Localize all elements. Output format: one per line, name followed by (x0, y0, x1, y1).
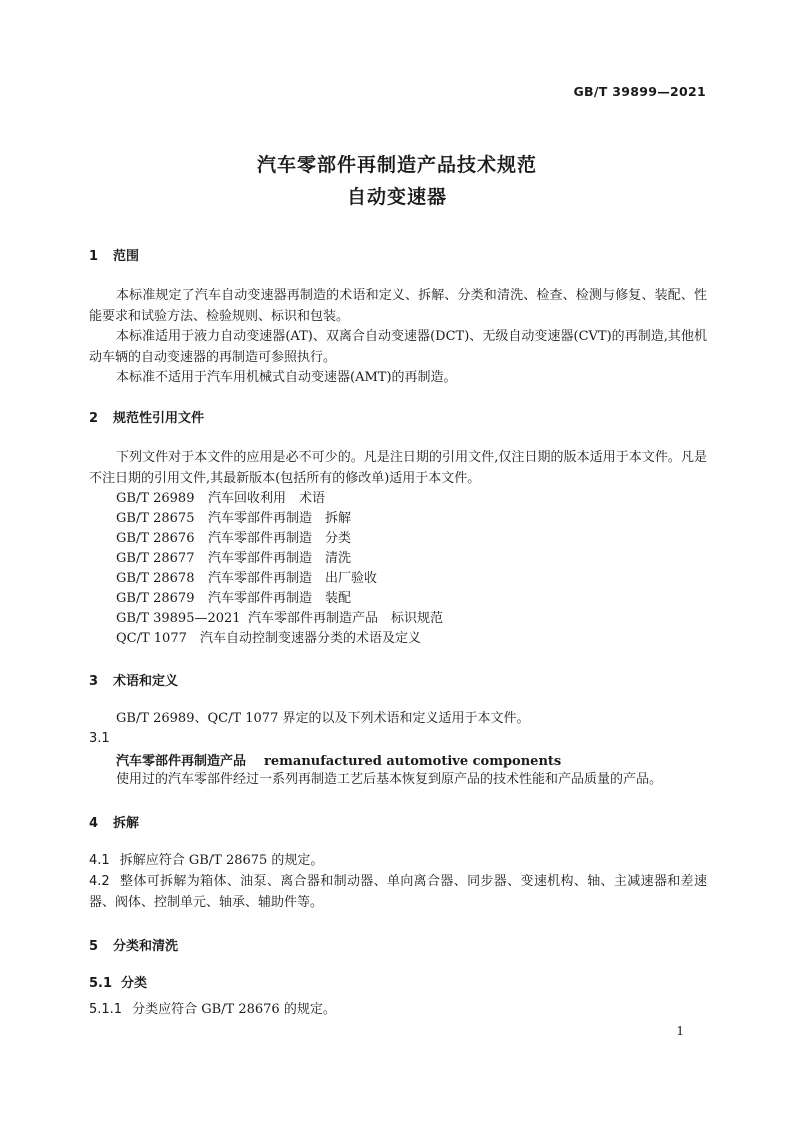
term-entry (116, 750, 561, 769)
reference-item (116, 589, 351, 610)
paragraph: 本标准规定了汽车自动变速器再制造的术语和定义、拆解、分类和清洗、检查、检测与修复、装配、性能要求和试验方法、检验规则、标识和包装。 (89, 288, 707, 324)
reference-title: 汽车零部件再制造 拆解 (208, 511, 352, 526)
reference-code: GB/T 28675 (116, 511, 195, 526)
reference-title: 汽车零部件再制造 分类 (208, 531, 352, 546)
reference-code: GB/T 26989 (116, 491, 195, 506)
reference-code: GB/T 28677 (116, 551, 195, 566)
section-title: 拆解 (113, 816, 140, 831)
reference-code: QC/T 1077 (116, 631, 187, 646)
term-english: remanufactured automotive components (264, 754, 562, 769)
clause-number: 4.2 (89, 874, 110, 889)
reference-item (116, 509, 351, 530)
standard-code: GB/T 39899—2021 (573, 84, 706, 99)
section-heading-disassembly (89, 812, 139, 831)
clause-number: 4.1 (89, 853, 110, 868)
reference-item (116, 569, 377, 590)
reference-item (116, 609, 443, 630)
reference-item (116, 549, 351, 570)
paragraph: GB/T 26989、QC/T 1077 界定的以及下列术语和定义适用于本文件。 (116, 711, 530, 726)
page-number: 1 (676, 1024, 684, 1038)
section-number: 2 (89, 411, 99, 426)
reference-title: 汽车零部件再制造产品 标识规范 (248, 611, 444, 626)
subsection-heading-classification (89, 972, 147, 991)
term-number: 3.1 (89, 731, 110, 746)
reference-code: GB/T 28676 (116, 531, 195, 546)
term-definition: 使用过的汽车零部件经过一系列再制造工艺后基本恢复到原产品的技术性能和产品质量的产品。 (116, 772, 663, 787)
subsection-title: 分类 (121, 976, 148, 991)
section-title: 规范性引用文件 (113, 411, 205, 426)
paragraph: 下列文件对于本文件的应用是必不可少的。凡是注日期的引用文件,仅注日期的版本适用于本文件。凡是不注日期的引用文件,其最新版本(包括所有的修改单)适用于本文件。 (89, 450, 707, 486)
reference-code: GB/T 28678 (116, 571, 195, 586)
reference-title: 汽车零部件再制造 出厂验收 (208, 571, 378, 586)
reference-title: 汽车自动控制变速器分类的术语及定义 (200, 631, 422, 646)
section-heading-classification-and-cleaning (89, 935, 178, 954)
section-number: 5 (89, 939, 99, 954)
document-subtitle: 自动变速器 (346, 186, 447, 208)
paragraph: 本标准不适用于汽车用机械式自动变速器(AMT)的再制造。 (116, 370, 457, 385)
reference-title: 汽车回收利用 术语 (208, 491, 326, 506)
section-heading-terms-and-definitions (89, 670, 178, 689)
reference-code: GB/T 28679 (116, 591, 195, 606)
subsection-number: 5.1 (89, 976, 113, 991)
section-title: 分类和清洗 (113, 939, 179, 954)
clause (89, 1000, 707, 1021)
reference-item (116, 629, 421, 650)
clause-number: 5.1.1 (89, 1002, 123, 1017)
reference-item (116, 489, 325, 510)
section-number: 3 (89, 674, 99, 689)
section-number: 1 (89, 249, 99, 264)
reference-code: GB/T 39895—2021 (116, 611, 241, 626)
section-title: 范围 (113, 249, 140, 264)
clause-text: 分类应符合 GB/T 28676 的规定。 (132, 1002, 336, 1017)
clause-text: 整体可拆解为箱体、油泵、离合器和制动器、单向离合器、同步器、变速机构、轴、主减速器和差速器、阀体、控制单元、轴承、辅助件等。 (89, 874, 707, 910)
document-title: 汽车零部件再制造产品技术规范 (256, 154, 537, 176)
section-number: 4 (89, 816, 99, 831)
paragraph: 本标准适用于液力自动变速器(AT)、双离合自动变速器(DCT)、无级自动变速器(CVT)的再制造,其他机动车辆的自动变速器的再制造可参照执行。 (89, 329, 707, 365)
reference-item (116, 529, 351, 550)
reference-title: 汽车零部件再制造 装配 (208, 591, 352, 606)
clause (89, 851, 707, 872)
section-heading-normative-references (89, 407, 204, 426)
clause-text: 拆解应符合 GB/T 28675 的规定。 (119, 853, 324, 868)
term-chinese: 汽车零部件再制造产品 (116, 754, 247, 769)
section-title: 术语和定义 (113, 674, 179, 689)
clause (89, 872, 707, 913)
reference-title: 汽车零部件再制造 清洗 (208, 551, 352, 566)
section-heading-scope (89, 245, 139, 264)
